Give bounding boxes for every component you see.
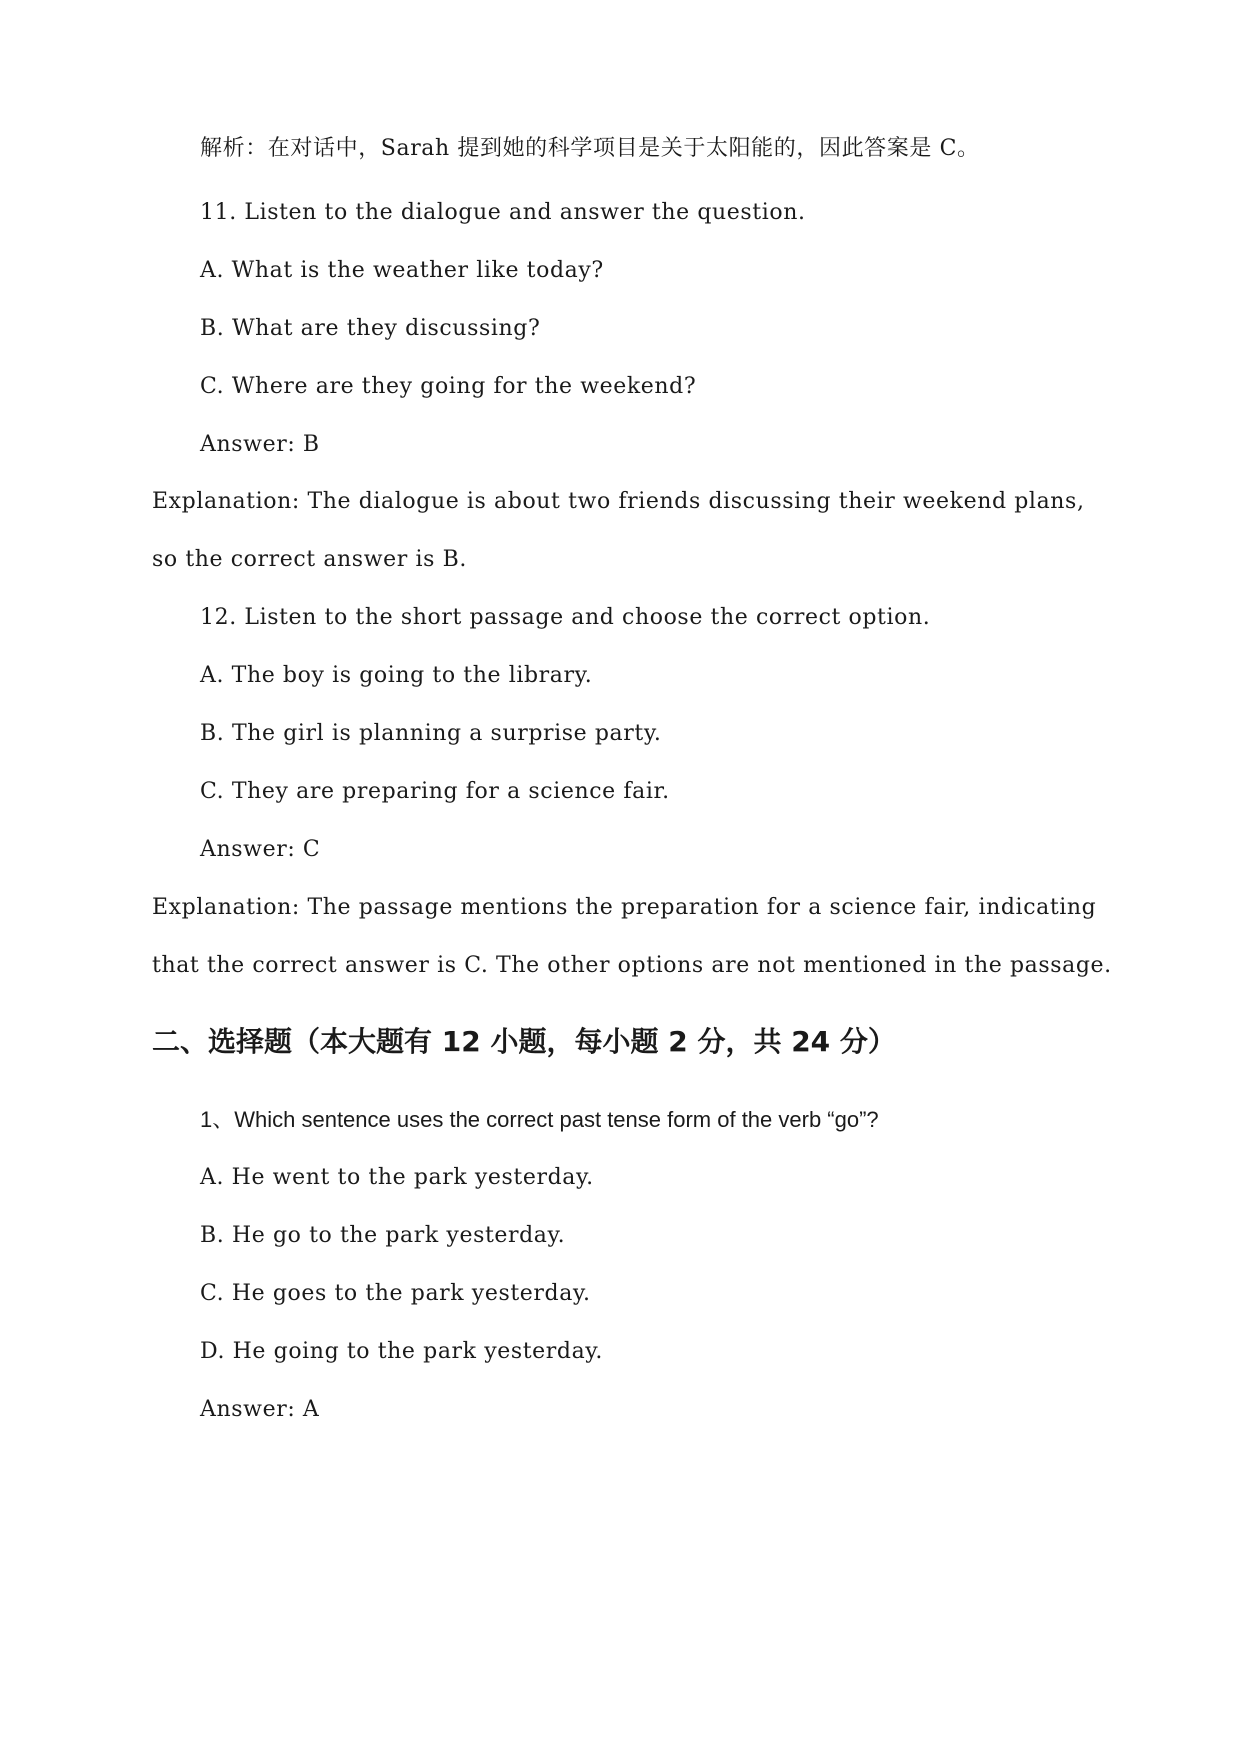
question-11-explanation-line-1: Explanation: The dialogue is about two friends discussing their weekend plans,: [152, 489, 1085, 514]
section-2-question-1-option-d: D. He going to the park yesterday.: [200, 1339, 604, 1364]
question-11-option-a: A. What is the weather like today?: [200, 258, 604, 283]
question-12-option-c: C. They are preparing for a science fair.: [200, 779, 670, 804]
previous-analysis: 解析：在对话中，Sarah 提到她的科学项目是关于太阳能的，因此答案是 C。: [200, 136, 980, 161]
question-11-option-b: B. What are they discussing?: [200, 316, 541, 341]
section-2-question-1-answer: Answer: A: [200, 1397, 320, 1422]
question-12-explanation-line-2: that the correct answer is C. The other options are not mentioned in the passage.: [152, 953, 1112, 978]
question-11-answer: Answer: B: [200, 432, 320, 457]
question-12-option-a: A. The boy is going to the library.: [200, 663, 593, 688]
section-2-heading: 二、选择题（本大题有 12 小题，每小题 2 分，共 24 分）: [152, 1025, 896, 1058]
question-11-stem: 11. Listen to the dialogue and answer the question.: [200, 200, 806, 225]
section-2-question-1-option-b: B. He go to the park yesterday.: [200, 1223, 566, 1248]
question-12-explanation-line-1: Explanation: The passage mentions the preparation for a science fair, indicating: [152, 895, 1097, 920]
section-2-question-1-stem: 1、Which sentence uses the correct past tense form of the verb “go”?: [200, 1107, 879, 1132]
question-11-option-c: C. Where are they going for the weekend?: [200, 374, 697, 399]
question-12-answer: Answer: C: [200, 837, 321, 862]
question-12-option-b: B. The girl is planning a surprise party.: [200, 721, 662, 746]
question-11-explanation-line-2: so the correct answer is B.: [152, 547, 467, 572]
section-2-question-1-option-c: C. He goes to the park yesterday.: [200, 1281, 591, 1306]
section-2-question-1-option-a: A. He went to the park yesterday.: [200, 1165, 594, 1190]
question-12-stem: 12. Listen to the short passage and choose the correct option.: [200, 605, 931, 630]
